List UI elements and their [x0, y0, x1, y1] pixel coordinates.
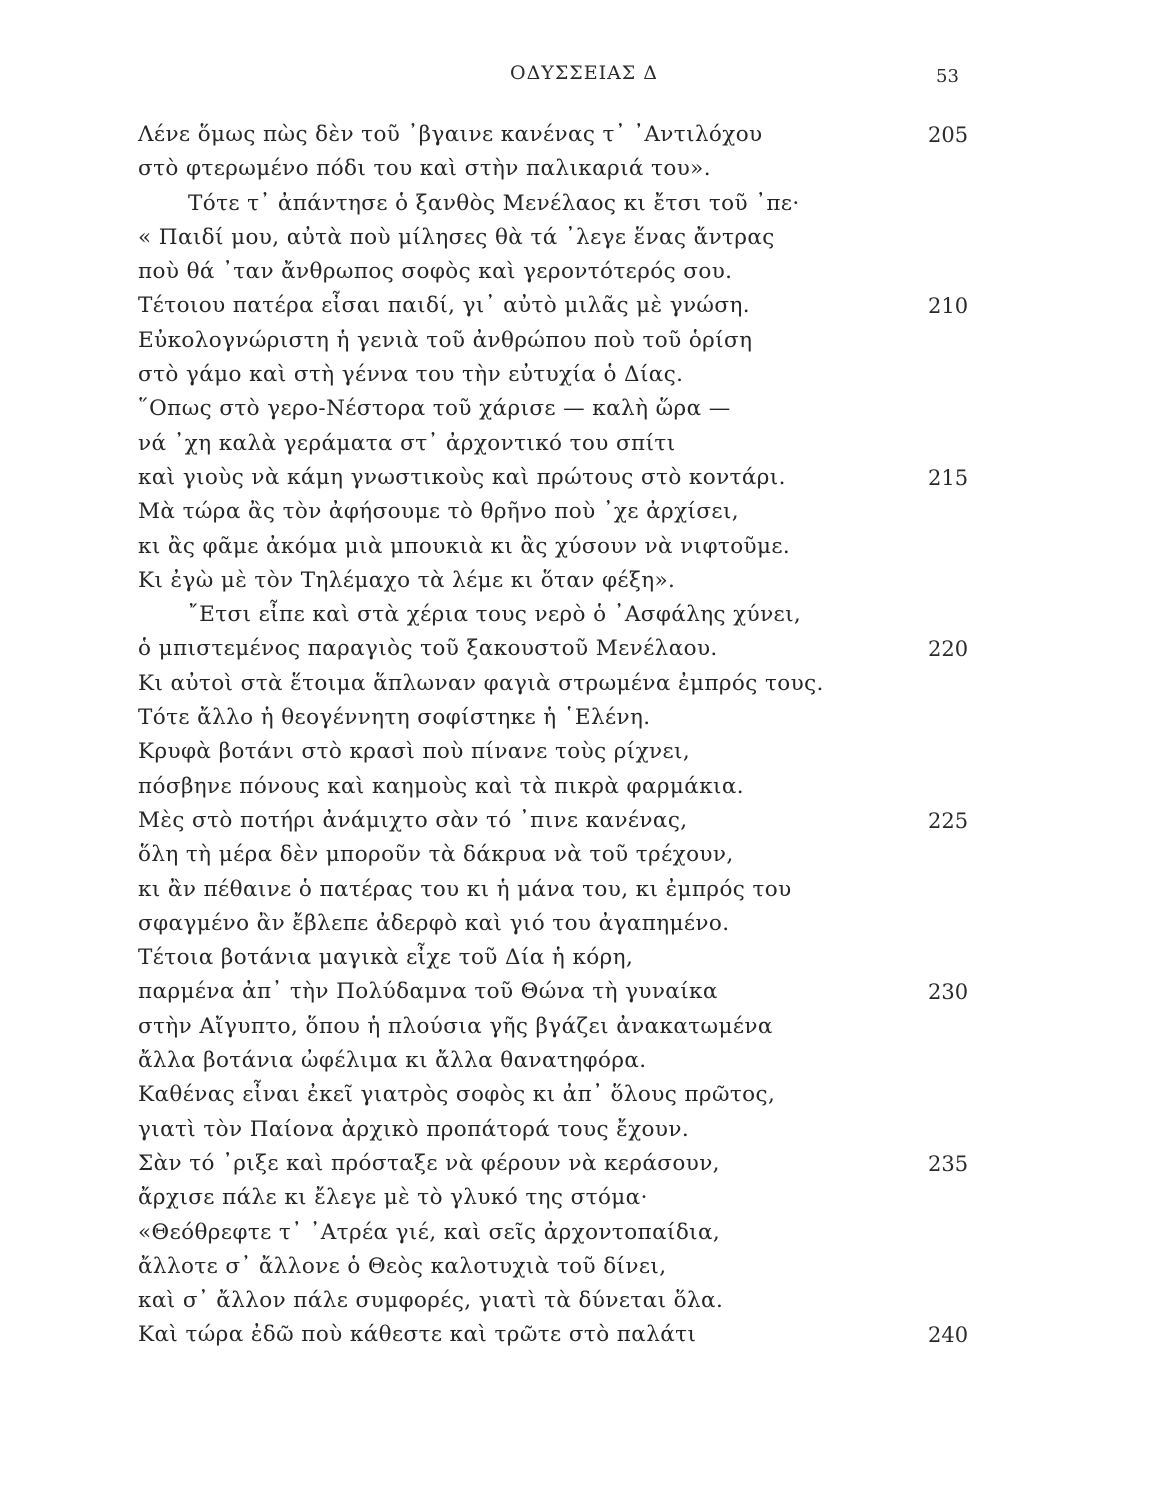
verse-line — [138, 358, 1038, 392]
verse-text: ποὺ θά ᾿ταν ἄνθρωπος σοφὸς καὶ γεροντότερός σου. — [138, 259, 733, 285]
verse-text: κι ἂν πέθαινε ὁ πατέρας του κι ἡ μάνα του, κι ἐμπρός του — [138, 876, 792, 902]
line-number: 210 — [928, 294, 969, 319]
verse-line — [138, 1318, 1038, 1352]
verse-text: Τότε τ᾿ ἀπάντησε ὁ ξανθὸς Μενέλαος κι ἔτσι τοῦ ᾿πε· — [188, 190, 800, 216]
line-number: 230 — [928, 980, 969, 1005]
verse-line — [138, 187, 1038, 221]
verse-line — [138, 941, 1038, 975]
verse-text: καὶ γιοὺς νὰ κάμη γνωστικοὺς καὶ πρώτους στὸ κοντάρι. — [138, 464, 786, 490]
verse-text: Τέτοια βοτάνια μαγικὰ εἶχε τοῦ Δία ἡ κόρη, — [138, 945, 634, 971]
line-number: 205 — [928, 123, 969, 147]
verse-line — [138, 118, 1038, 152]
verse-text: καὶ σ᾿ ἄλλον πάλε συμφορές, γιατὶ τὰ δύνεται ὅλα. — [138, 1288, 724, 1314]
verse-line — [138, 632, 1038, 666]
verse-line — [138, 1147, 1038, 1181]
verse-text: Καθένας εἶναι ἐκεῖ γιατρὸς σοφὸς κι ἀπ᾿ ὅλους πρῶτος, — [138, 1082, 776, 1108]
verse-line — [138, 427, 1038, 461]
verse-line — [138, 907, 1038, 941]
verse-line — [138, 324, 1038, 358]
line-number: 235 — [928, 1151, 969, 1176]
verse-text: ἄρχισε πάλε κι ἔλεγε μὲ τὸ γλυκό της στόμα· — [138, 1185, 648, 1211]
verse-line — [138, 1044, 1038, 1078]
verse-line — [138, 1113, 1038, 1147]
verse-line — [138, 530, 1038, 564]
verse-text: Τέτοιου πατέρα εἶσαι παιδί, γι᾿ αὐτὸ μιλᾶς μὲ γνώση. — [138, 293, 750, 319]
verse-line — [138, 495, 1038, 529]
verse-line — [138, 770, 1038, 804]
running-head: ΟΔΥΣΣΕΙΑΣ Δ — [510, 62, 658, 84]
verse-text: «Θεόθρεφτε τ᾿ ᾿Ατρέα γιέ, καὶ σεῖς ἀρχοντοπαίδια, — [138, 1219, 721, 1245]
verse-text: ῞Οπως στὸ γερο-Νέστορα τοῦ χάρισε — καλὴ ὥρα — — [138, 396, 731, 422]
verse-text: Κι ἐγὼ μὲ τὸν Τηλέμαχο τὰ λέμε κι ὅταν φέξη». — [138, 567, 676, 593]
verse-text: ἄλλα βοτάνια ὠφέλιμα κι ἄλλα θανατηφόρα. — [138, 1048, 647, 1074]
line-number: 220 — [928, 637, 969, 662]
line-number: 240 — [928, 1323, 969, 1348]
verse-line — [138, 461, 1038, 495]
verse-line — [138, 1284, 1038, 1318]
verse-text: Μὰ τώρα ἂς τὸν ἀφήσουμε τὸ θρῆνο ποὺ ᾿χε ἀρχίσει, — [138, 499, 740, 525]
verse-line — [138, 873, 1038, 907]
line-number: 215 — [928, 465, 969, 490]
verse-text: ῎Ετσι εἶπε καὶ στὰ χέρια τους νερὸ ὁ ᾿Ασφάλης χύνει, — [188, 602, 802, 628]
page-number: 53 — [936, 66, 959, 87]
verse-text: πόσβηνε πόνους καὶ καημοὺς καὶ τὰ πικρὰ φαρμάκια. — [138, 773, 745, 799]
verse-line — [138, 255, 1038, 289]
verse-block — [138, 118, 1038, 1353]
verse-text: στὸ γάμο καὶ στὴ γέννα του τὴν εὐτυχία ὁ Δίας. — [138, 362, 684, 388]
verse-line — [138, 564, 1038, 598]
verse-line — [138, 1078, 1038, 1112]
verse-line — [138, 701, 1038, 735]
verse-text: Καὶ τώρα ἐδῶ ποὺ κάθεστε καὶ τρῶτε στὸ παλάτι — [138, 1322, 697, 1348]
verse-line — [138, 1181, 1038, 1215]
line-number: 225 — [928, 808, 969, 833]
verse-line — [138, 1216, 1038, 1250]
verse-line — [138, 838, 1038, 872]
verse-line — [138, 152, 1038, 186]
verse-text: « Παιδί μου, αὐτὰ ποὺ μίλησες θὰ τά ᾿λεγε ἕνας ἄντρας — [138, 224, 775, 250]
verse-text: νά ᾿χη καλὰ γεράματα στ᾿ ἀρχοντικό του σπίτι — [138, 430, 676, 456]
verse-line — [138, 1250, 1038, 1284]
verse-text: ὁ μπιστεμένος παραγιὸς τοῦ ξακουστοῦ Μενέλαου. — [138, 636, 718, 662]
verse-text: Κρυφὰ βοτάνι στὸ κρασὶ ποὺ πίνανε τοὺς ρίχνει, — [138, 739, 691, 765]
verse-text: Τότε ἄλλο ἡ θεογέννητη σοφίστηκε ἡ ῾Ελένη. — [138, 705, 651, 731]
verse-line — [138, 804, 1038, 838]
verse-line — [138, 221, 1038, 255]
verse-text: Λένε ὅμως πὼς δὲν τοῦ ᾿βγαινε κανένας τ᾿ ᾿Αντιλόχου — [138, 122, 763, 147]
verse-text: κι ἂς φᾶμε ἀκόμα μιὰ μπουκιὰ κι ἂς χύσουν νὰ νιφτοῦμε. — [138, 533, 791, 559]
verse-text: ὅλη τὴ μέρα δὲν μποροῦν τὰ δάκρυα νὰ τοῦ τρέχουν, — [138, 842, 734, 868]
verse-line — [138, 392, 1038, 426]
verse-text: γιατὶ τὸν Παίονα ἀρχικὸ προπάτορά τους ἔχουν. — [138, 1116, 690, 1142]
verse-text: ἄλλοτε σ᾿ ἄλλονε ὁ Θεὸς καλοτυχιὰ τοῦ δίνει, — [138, 1253, 667, 1279]
verse-text: στὴν Αἴγυπτο, ὅπου ἡ πλούσια γῆς βγάζει ἀνακατωμένα — [138, 1013, 773, 1039]
verse-text: στὸ φτερωμένο πόδι του καὶ στὴν παλικαριά του». — [138, 156, 711, 182]
verse-line — [138, 289, 1038, 323]
verse-line — [138, 598, 1038, 632]
verse-line — [138, 1010, 1038, 1044]
verse-text: Κι αὐτοὶ στὰ ἕτοιμα ἅπλωναν φαγιὰ στρωμένα ἐμπρός τους. — [138, 670, 824, 696]
verse-line — [138, 735, 1038, 769]
verse-text: Εὐκολογνώριστη ἡ γενιὰ τοῦ ἀνθρώπου ποὺ τοῦ ὁρίση — [138, 327, 753, 353]
verse-text: σφαγμένο ἂν ἔβλεπε ἀδερφὸ καὶ γιό του ἀγαπημένο. — [138, 910, 730, 936]
verse-line — [138, 975, 1038, 1009]
verse-text: παρμένα ἀπ᾿ τὴν Πολύδαμνα τοῦ Θώνα τὴ γυναίκα — [138, 979, 718, 1005]
verse-text: Μὲς στὸ ποτήρι ἀνάμιχτο σὰν τό ᾿πινε κανένας, — [138, 807, 688, 833]
verse-text: Σὰν τό ᾿ριξε καὶ πρόσταξε νὰ φέρουν νὰ κεράσουν, — [138, 1150, 720, 1176]
verse-line — [138, 667, 1038, 701]
